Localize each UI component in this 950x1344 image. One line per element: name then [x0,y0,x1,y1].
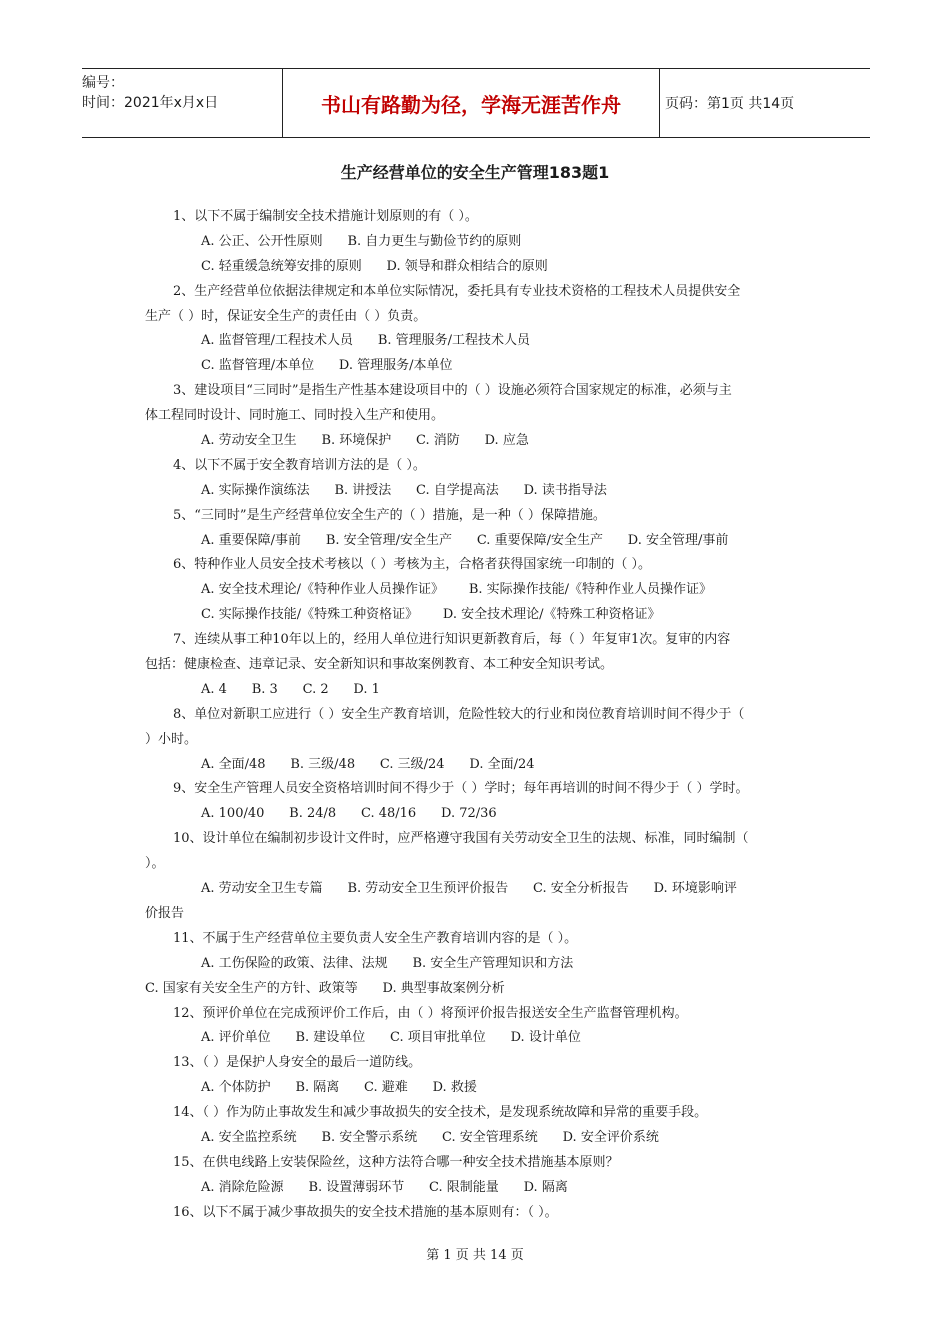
document-number-label: 编号： [82,75,124,91]
document-title: 生产经营单位的安全生产管理183题1 [340,163,610,182]
question-line: 11、不属于生产经营单位主要负责人安全生产教育培训内容的是（ ）。 [173,930,578,946]
option-line: C. 监督管理/本单位 D. 管理服务/本单位 [201,358,453,374]
question-line: 12、预评价单位在完成预评价工作后，由（ ）将预评价报告报送安全生产监督管理机构。 [173,1005,688,1021]
question-line: 16、以下不属于减少事故损失的安全技术措施的基本原则有：（ ）。 [173,1204,558,1220]
header-meta [82,69,282,141]
question-line: 1、以下不属于编制安全技术措施计划原则的有（ ）。 [173,209,478,224]
option-line: A. 个体防护 B. 隔离 C. 避难 D. 救援 [201,1080,477,1096]
question-line: 9、安全生产管理人员安全资格培训时间不得少于（ ）学时；每年再培训的时间不得少于（ ）学时。 [173,781,749,797]
question-line: 8、单位对新职工应进行（ ）安全生产教育培训，危险性较大的行业和岗位教育培训时间不得少于（ [173,706,745,722]
header-page-info: 页码：第1页 共14页 [665,96,795,112]
option-line: A. 消除危险源 B. 设置薄弱环节 C. 限制能量 D. 隔离 [201,1179,568,1195]
question-line: 2、生产经营单位依据法律规定和本单位实际情况，委托具有专业技术资格的工程技术人员提供安全 [173,283,741,299]
question-line: 包括：健康检查、违章记录、安全新知识和事故案例教育、本工种安全知识考试。 [145,657,614,673]
header-motto: 书山有路勤为径，学海无涯苦作舟 [282,69,660,137]
question-line: 生产（ ）时，保证安全生产的责任由（ ）负责。 [145,308,427,324]
question-list [145,205,810,1226]
option-line: A. 公正、公开性原则 B. 自力更生与勤俭节约的原则 [201,233,522,249]
page-footer: 第 1 页 共 14 页 [426,1248,524,1263]
option-line: A. 重要保障/事前 B. 安全管理/安全生产 C. 重要保障/安全生产 D. 安全管理/事前 [201,532,729,548]
question-line: 4、以下不属于安全教育培训方法的是（ ）。 [173,457,426,473]
option-line: A. 安全监控系统 B. 安全警示系统 C. 安全管理系统 D. 安全评价系统 [201,1129,659,1145]
option-line: A. 监督管理/工程技术人员 B. 管理服务/工程技术人员 [201,333,531,349]
option-line: A. 实际操作演练法 B. 讲授法 C. 自学提高法 D. 读书指导法 [201,482,607,498]
option-line: A. 安全技术理论/《特种作业人员操作证》 B. 实际操作技能/《特种作业人员操作证》 [201,582,713,598]
option-line: A. 劳动安全卫生专篇 B. 劳动安全卫生预评价报告 C. 安全分析报告 D. 环境影响评 [201,881,737,897]
document-date-label: 时间：2021年x月x日 [82,95,219,111]
page-header [82,68,870,138]
question-line: 体工程同时设计、同时施工、同时投入生产和使用。 [145,408,445,424]
option-line: A. 评价单位 B. 建设单位 C. 项目审批单位 D. 设计单位 [201,1030,581,1046]
question-line: 13、（ ）是保护人身安全的最后一道防线。 [173,1055,422,1071]
option-line: C. 轻重缓急统筹安排的原则 D. 领导和群众相结合的原则 [201,258,548,274]
question-line: 14、（ ）作为防止事故发生和减少事故损失的安全技术，是发现系统故障和异常的重要手段。 [173,1105,708,1121]
question-line: ）小时。 [145,731,198,747]
question-line: 15、在供电线路上安装保险丝，这种方法符合哪一种安全技术措施基本原则？ [173,1154,619,1170]
question-line: ）。 [145,856,165,872]
question-line: 6、特种作业人员安全技术考核以（ ）考核为主，合格者获得国家统一印制的（ ）。 [173,557,652,573]
option-line: C. 实际操作技能/《特殊工种资格证》 D. 安全技术理论/《特殊工种资格证》 [201,607,661,623]
question-line: 5、“三同时”是生产经营单位安全生产的（ ）措施，是一种（ ）保障措施。 [173,507,606,523]
question-line: 3、建设项目“三同时”是指生产性基本建设项目中的（ ）设施必须符合国家规定的标准，必须与主 [173,383,732,399]
option-line: C. 国家有关安全生产的方针、政策等 D. 典型事故案例分析 [145,980,505,996]
option-line: A. 工伤保险的政策、法律、法规 B. 安全生产管理知识和方法 [201,955,574,971]
option-line: 价报告 [145,905,185,921]
question-line: 7、连续从事工种10年以上的，经用人单位进行知识更新教育后，每（ ）年复审1次。复审的内容 [173,632,731,648]
option-line: A. 劳动安全卫生 B. 环境保护 C. 消防 D. 应急 [201,433,529,449]
question-line: 10、设计单位在编制初步设计文件时，应严格遵守我国有关劳动安全卫生的法规、标准，同时编制（ [173,831,749,847]
option-line: A. 全面/48 B. 三级/48 C. 三级/24 D. 全面/24 [201,756,535,772]
option-line: A. 4 B. 3 C. 2 D. 1 [201,681,380,697]
option-line: A. 100/40 B. 24/8 C. 48/16 D. 72/36 [201,806,497,822]
